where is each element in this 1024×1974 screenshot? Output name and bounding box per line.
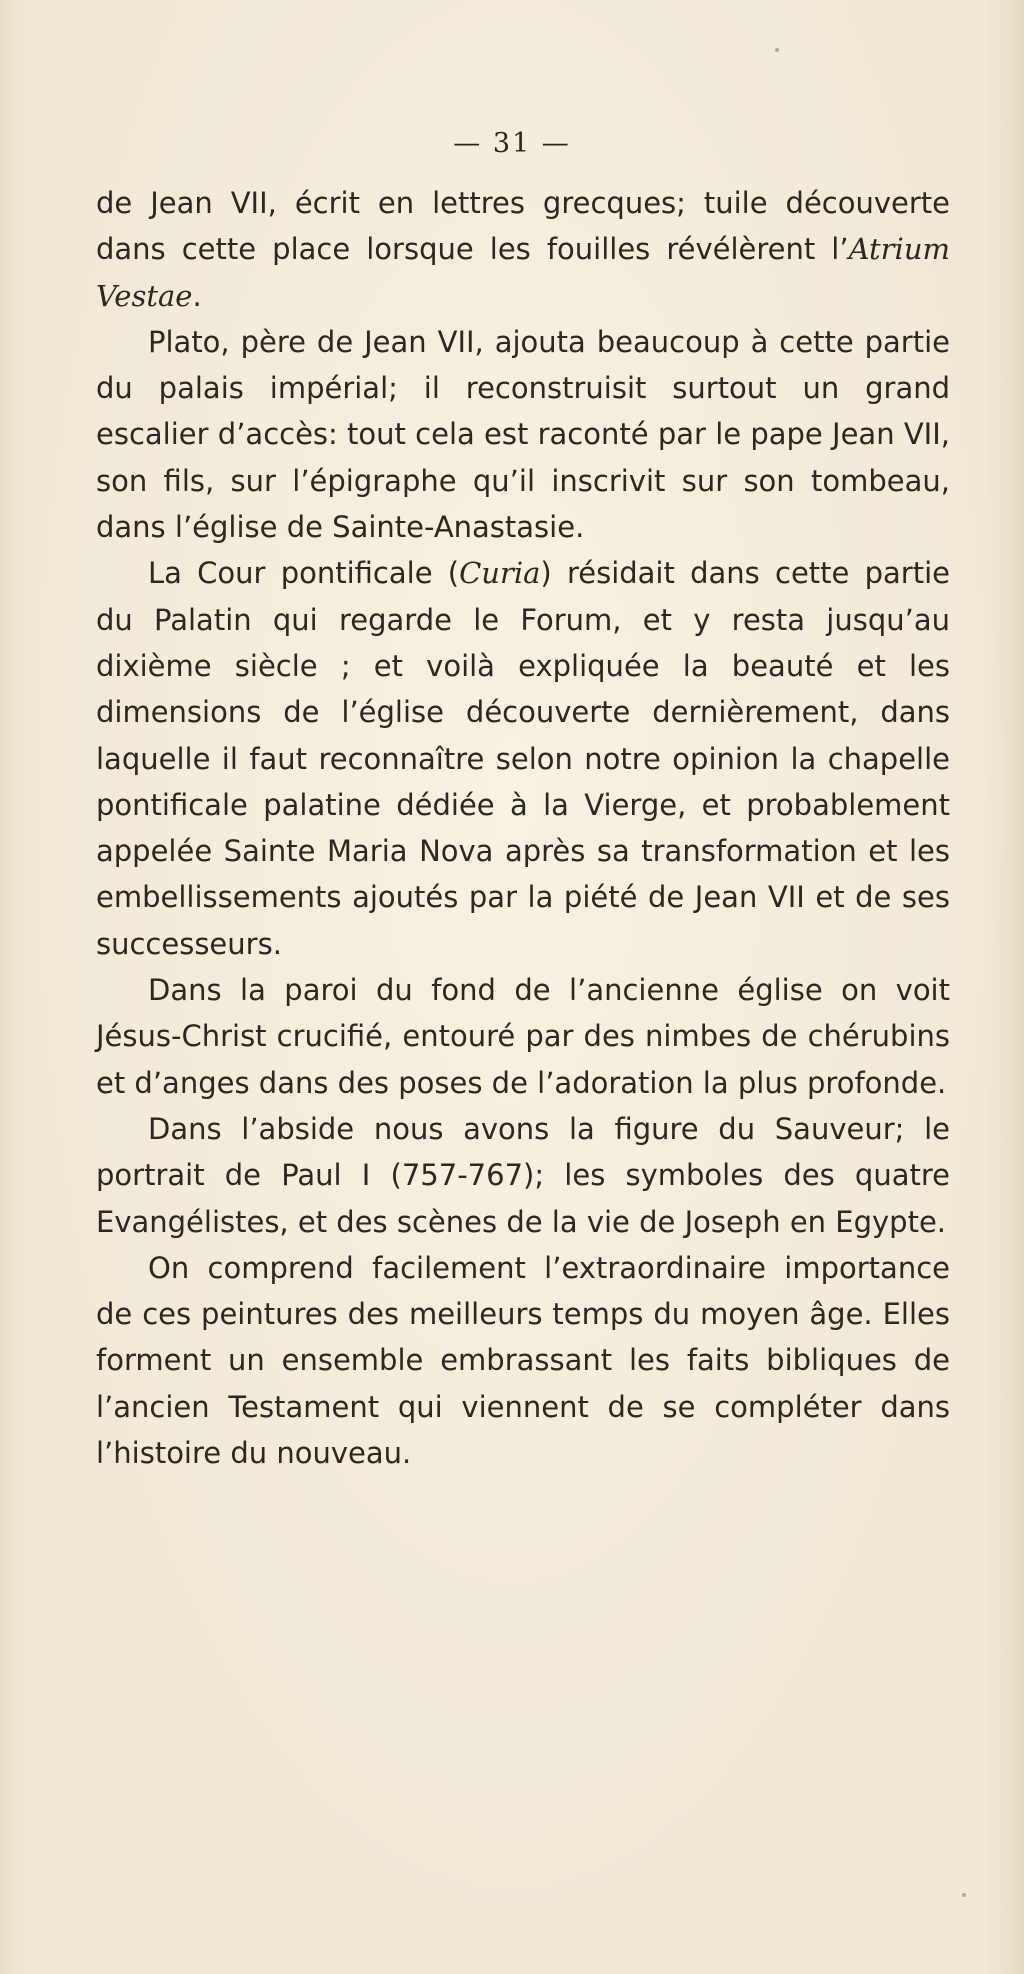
paragraph	[96, 550, 950, 967]
page-number: — 31 —	[453, 128, 571, 159]
italic-term: Atrium Vestae	[96, 232, 950, 313]
paragraph-text: ) résidait dans cette partie du Palatin qui regarde le Forum, et y resta jusqu’au dixième siècle ; et voilà expliquée la beauté et les dimensions de l’église découverte dernièrement, dans laquelle il faut reconnaître selon notre opinion la chapelle pontificale palatine dédiée à la Vierge, et probablement appelée Sainte Maria Nova après sa transformation et les embellissements ajoutés par la piété de Jean VII et de ses successeurs.	[96, 556, 951, 961]
paper-speck	[775, 48, 779, 52]
paragraph-text: Dans l’abside nous avons la figure du Sauveur; le portrait de Paul I (757-767); les symboles des quatre Evangélistes, et des scènes de la vie de Joseph en Egypte.	[96, 1111, 950, 1239]
paragraph	[96, 319, 950, 550]
paragraph-text: On comprend facilement l’extraordinaire importance de ces peintures des meilleurs temps du moyen âge. Elles forment un ensemble embrassant les faits bibliques de l’ancien Testament qui viennent de se compléter dans l’histoire du nouveau.	[96, 1250, 950, 1471]
paragraph-text: Dans la paroi du fond de l’ancienne église on voit Jésus-Christ crucifié, entouré par des nimbes de chérubins et d’anges dans des poses de l’adoration la plus profonde.	[96, 973, 950, 1100]
paragraph-text: Plato, père de Jean VII, ajouta beaucoup à cette partie du palais impérial; il reconstruisit surtout un grand escalier d’accès: tout cela est raconté par le pape Jean VII, son fils, sur l’épigraphe qu’il inscrivit sur son tombeau, dans l’église de Sainte-Anastasie.	[96, 324, 950, 545]
paragraph-text: La Cour pontificale (	[148, 556, 460, 591]
paper-speck	[962, 1893, 966, 1897]
paragraph	[96, 180, 950, 319]
paragraph-text: de Jean VII, écrit en lettres grecques; tuile découverte dans cette place lorsque les fouilles révélèrent l’	[96, 186, 950, 267]
italic-term: Curia	[459, 556, 541, 591]
paragraph	[96, 967, 950, 1106]
paragraph-text: .	[192, 278, 202, 313]
body-text	[96, 180, 950, 1476]
paragraph	[96, 1245, 950, 1476]
paragraph	[96, 1106, 950, 1245]
